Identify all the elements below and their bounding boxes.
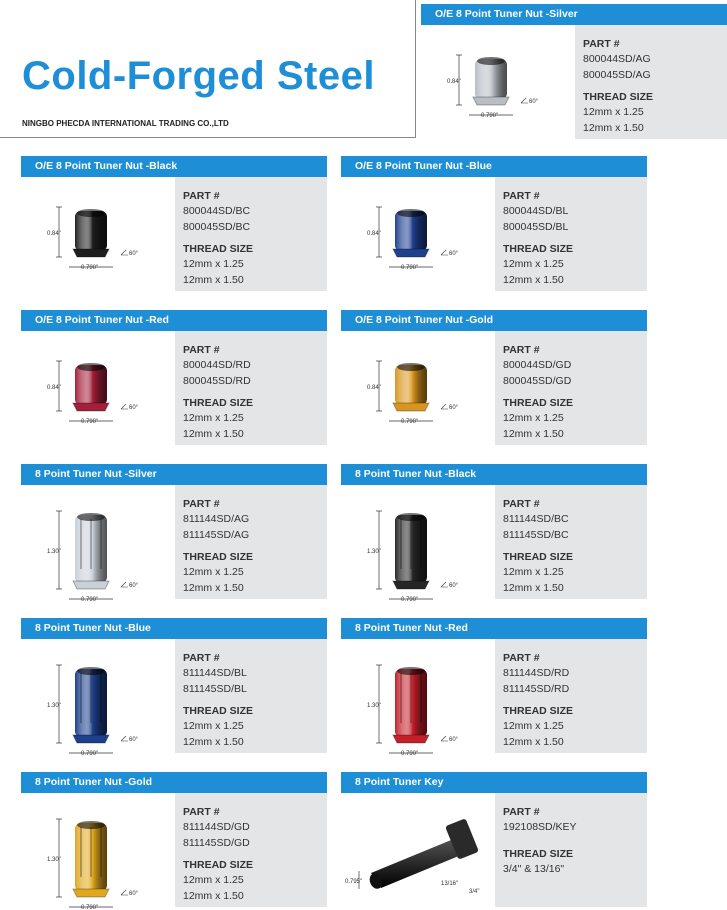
product-image	[21, 485, 175, 603]
product-title: O/E 8 Point Tuner Nut -Black	[21, 156, 327, 177]
product-image	[21, 639, 175, 757]
part-number: 800045SD/GD	[503, 374, 572, 387]
nut-ridge	[400, 519, 402, 569]
nut-illustration	[341, 177, 495, 291]
nut-illustration	[21, 639, 175, 757]
angle-icon	[121, 250, 128, 255]
nut-seat	[473, 97, 509, 105]
nut-ridge	[90, 827, 92, 877]
nut-seat	[393, 249, 429, 257]
width-dimension: 0.790"	[81, 597, 99, 603]
part-label: PART #	[583, 38, 620, 50]
part-label: PART #	[183, 652, 220, 664]
part-number: 800044SD/GD	[503, 359, 572, 371]
nut-illustration	[421, 25, 575, 139]
thread-size: 12mm x 1.50	[583, 121, 644, 134]
thread-size: 12mm x 1.50	[183, 889, 244, 902]
angle-icon	[121, 582, 128, 587]
angle-icon	[121, 890, 128, 895]
nut-seat	[73, 735, 109, 743]
nut-seat	[393, 581, 429, 589]
thread-size: 12mm x 1.25	[583, 106, 644, 118]
nut-seat	[73, 581, 109, 589]
product-info	[495, 331, 647, 445]
part-number: 800044SD/BC	[183, 205, 251, 217]
nut-ridge	[410, 673, 412, 723]
width-dimension: 0.790"	[401, 419, 419, 425]
nut-seat	[73, 403, 109, 411]
width-dimension: 0.790"	[481, 113, 499, 119]
height-dimension: 1.30"	[47, 703, 61, 709]
key-title: 8 Point Tuner Key	[341, 772, 647, 793]
thread-label: THREAD SIZE	[503, 397, 574, 409]
key-info	[495, 793, 647, 907]
height-dimension: 1.30"	[367, 703, 381, 709]
key-card	[341, 772, 647, 910]
thread-size: 12mm x 1.25	[183, 566, 244, 578]
part-number: 811144SD/AG	[183, 513, 250, 525]
height-dimension: 1.30"	[367, 549, 381, 555]
nut-ridge	[90, 519, 92, 569]
part-label: PART #	[183, 498, 220, 510]
part-number: 811144SD/RD	[503, 667, 570, 679]
part-number: 811145SD/RD	[503, 682, 570, 695]
nut-seat	[393, 403, 429, 411]
thread-size: 12mm x 1.50	[503, 427, 564, 440]
key-dimension-b: 13/16"	[441, 881, 459, 887]
nut-illustration	[341, 485, 495, 603]
thread-label: THREAD SIZE	[183, 859, 254, 871]
nut-ridge	[420, 519, 422, 569]
height-dimension: 1.30"	[47, 549, 61, 555]
part-number: 800045SD/AG	[583, 68, 651, 81]
thread-label: THREAD SIZE	[503, 243, 574, 255]
key-dimension-a: 0.795"	[345, 879, 363, 885]
part-number: 811145SD/GD	[183, 836, 250, 849]
part-number: 811145SD/BC	[503, 528, 569, 541]
angle-icon	[521, 98, 528, 103]
angle-icon	[121, 736, 128, 741]
part-label: PART #	[503, 344, 540, 356]
product-info	[175, 485, 327, 599]
product-image	[341, 177, 495, 291]
thread-size: 12mm x 1.25	[183, 412, 244, 424]
thread-label: THREAD SIZE	[183, 243, 254, 255]
thread-size: 12mm x 1.25	[183, 720, 244, 732]
product-title: O/E 8 Point Tuner Nut -Silver	[421, 4, 727, 25]
product-card	[341, 618, 647, 756]
nut-ridge	[410, 519, 412, 569]
thread-size: 12mm x 1.50	[503, 581, 564, 594]
product-card	[341, 310, 647, 448]
angle-label: 60°	[129, 251, 139, 257]
product-title: 8 Point Tuner Nut -Black	[341, 464, 647, 485]
thread-label: THREAD SIZE	[183, 551, 254, 563]
product-image	[21, 177, 175, 291]
width-dimension: 0.790"	[81, 751, 99, 757]
nut-top	[397, 209, 425, 217]
part-number: 800045SD/RD	[183, 374, 251, 387]
angle-label: 60°	[529, 99, 539, 105]
product-image	[21, 331, 175, 445]
nut-illustration	[341, 331, 495, 445]
nut-ridge	[100, 519, 102, 569]
nut-ridge	[400, 673, 402, 723]
nut-ridge	[80, 519, 82, 569]
nut-illustration	[21, 177, 175, 291]
nut-ridge	[80, 673, 82, 723]
part-label: PART #	[503, 498, 540, 510]
angle-icon	[441, 404, 448, 409]
thread-size: 12mm x 1.25	[503, 566, 564, 578]
product-card	[21, 464, 327, 602]
product-image	[341, 485, 495, 603]
product-title: 8 Point Tuner Nut -Silver	[21, 464, 327, 485]
height-dimension: 0.84"	[367, 385, 381, 391]
angle-label: 60°	[129, 737, 139, 743]
product-card	[21, 310, 327, 448]
product-card	[421, 4, 727, 142]
product-info	[575, 25, 727, 139]
part-number: 800044SD/BL	[503, 205, 569, 217]
product-card	[341, 464, 647, 602]
thread-size: 12mm x 1.25	[183, 258, 244, 270]
part-label: PART #	[503, 806, 540, 818]
key-image	[341, 793, 495, 907]
thread-size: 12mm x 1.50	[503, 735, 564, 748]
thread-size: 12mm x 1.50	[183, 735, 244, 748]
thread-size: 12mm x 1.25	[503, 720, 564, 732]
angle-label: 60°	[129, 891, 139, 897]
angle-label: 60°	[449, 737, 459, 743]
product-title: O/E 8 Point Tuner Nut -Gold	[341, 310, 647, 331]
part-number: 800045SD/BL	[503, 220, 569, 233]
part-label: PART #	[183, 190, 220, 202]
nut-illustration	[21, 793, 175, 910]
part-label: PART #	[183, 806, 220, 818]
product-info	[175, 331, 327, 445]
thread-label: THREAD SIZE	[183, 397, 254, 409]
part-number: 811144SD/BL	[183, 667, 247, 679]
nut-seat	[393, 735, 429, 743]
product-title: 8 Point Tuner Nut -Blue	[21, 618, 327, 639]
thread-label: THREAD SIZE	[183, 705, 254, 717]
product-info	[495, 485, 647, 599]
width-dimension: 0.790"	[401, 597, 419, 603]
product-info	[175, 793, 327, 907]
product-title: 8 Point Tuner Nut -Red	[341, 618, 647, 639]
nut-top	[477, 57, 505, 65]
part-number: 811145SD/AG	[183, 528, 250, 541]
product-card	[21, 772, 327, 910]
nut-ridge	[420, 673, 422, 723]
part-number: 800044SD/AG	[583, 53, 651, 65]
nut-ridge	[80, 827, 82, 877]
part-number: 192108SD/KEY	[503, 821, 577, 833]
page-title: Cold-Forged Steel	[22, 54, 375, 98]
angle-icon	[441, 582, 448, 587]
part-number: 800045SD/BC	[183, 220, 251, 233]
thread-size: 12mm x 1.50	[183, 581, 244, 594]
width-dimension: 0.790"	[81, 419, 99, 425]
height-dimension: 1.30"	[47, 857, 61, 863]
nut-top	[77, 363, 105, 371]
nut-ridge	[100, 827, 102, 877]
thread-size: 12mm x 1.25	[503, 412, 564, 424]
product-card	[21, 156, 327, 294]
nut-ridge	[90, 673, 92, 723]
width-dimension: 0.790"	[81, 905, 99, 910]
thread-size: 12mm x 1.50	[183, 427, 244, 440]
product-image	[341, 639, 495, 757]
thread-label: THREAD SIZE	[503, 551, 574, 563]
product-image	[21, 793, 175, 910]
part-label: PART #	[503, 652, 540, 664]
height-dimension: 0.84"	[367, 231, 381, 237]
width-dimension: 0.790"	[401, 751, 419, 757]
thread-size: 12mm x 1.25	[183, 874, 244, 886]
key-illustration	[341, 793, 495, 907]
part-number: 811145SD/BL	[183, 682, 247, 695]
part-label: PART #	[503, 190, 540, 202]
angle-icon	[441, 250, 448, 255]
part-number: 811144SD/GD	[183, 821, 250, 833]
height-dimension: 0.84"	[47, 385, 61, 391]
product-info	[495, 639, 647, 753]
nut-top	[397, 363, 425, 371]
thread-size: 12mm x 1.25	[503, 258, 564, 270]
nut-illustration	[21, 331, 175, 445]
thread-size: 3/4" & 13/16"	[503, 862, 565, 875]
angle-label: 60°	[449, 251, 459, 257]
part-number: 811144SD/BC	[503, 513, 569, 525]
height-dimension: 0.84"	[47, 231, 61, 237]
nut-top	[77, 209, 105, 217]
angle-label: 60°	[449, 583, 459, 589]
thread-label: THREAD SIZE	[503, 847, 574, 860]
product-title: 8 Point Tuner Nut -Gold	[21, 772, 327, 793]
angle-label: 60°	[129, 583, 139, 589]
product-info	[495, 177, 647, 291]
angle-label: 60°	[129, 405, 139, 411]
thread-label: THREAD SIZE	[503, 705, 574, 717]
part-number: 800044SD/RD	[183, 359, 251, 371]
product-info	[175, 177, 327, 291]
nut-seat	[73, 889, 109, 897]
product-info	[175, 639, 327, 753]
product-card	[21, 618, 327, 756]
key-dimension-c: 3/4"	[469, 889, 480, 895]
product-card	[341, 156, 647, 294]
header-block	[0, 0, 416, 138]
angle-icon	[441, 736, 448, 741]
angle-icon	[121, 404, 128, 409]
product-title: O/E 8 Point Tuner Nut -Red	[21, 310, 327, 331]
thread-size: 12mm x 1.50	[183, 273, 244, 286]
width-dimension: 0.790"	[81, 265, 99, 271]
product-image	[421, 25, 575, 139]
product-title: O/E 8 Point Tuner Nut -Blue	[341, 156, 647, 177]
nut-ridge	[100, 673, 102, 723]
part-label: PART #	[183, 344, 220, 356]
height-dimension: 0.84"	[447, 79, 461, 85]
nut-illustration	[21, 485, 175, 603]
company-name: NINGBO PHECDA INTERNATIONAL TRADING CO.,LTD	[22, 119, 229, 128]
product-image	[341, 331, 495, 445]
nut-illustration	[341, 639, 495, 757]
thread-size: 12mm x 1.50	[503, 273, 564, 286]
nut-seat	[73, 249, 109, 257]
angle-label: 60°	[449, 405, 459, 411]
width-dimension: 0.790"	[401, 265, 419, 271]
thread-label: THREAD SIZE	[583, 91, 654, 103]
